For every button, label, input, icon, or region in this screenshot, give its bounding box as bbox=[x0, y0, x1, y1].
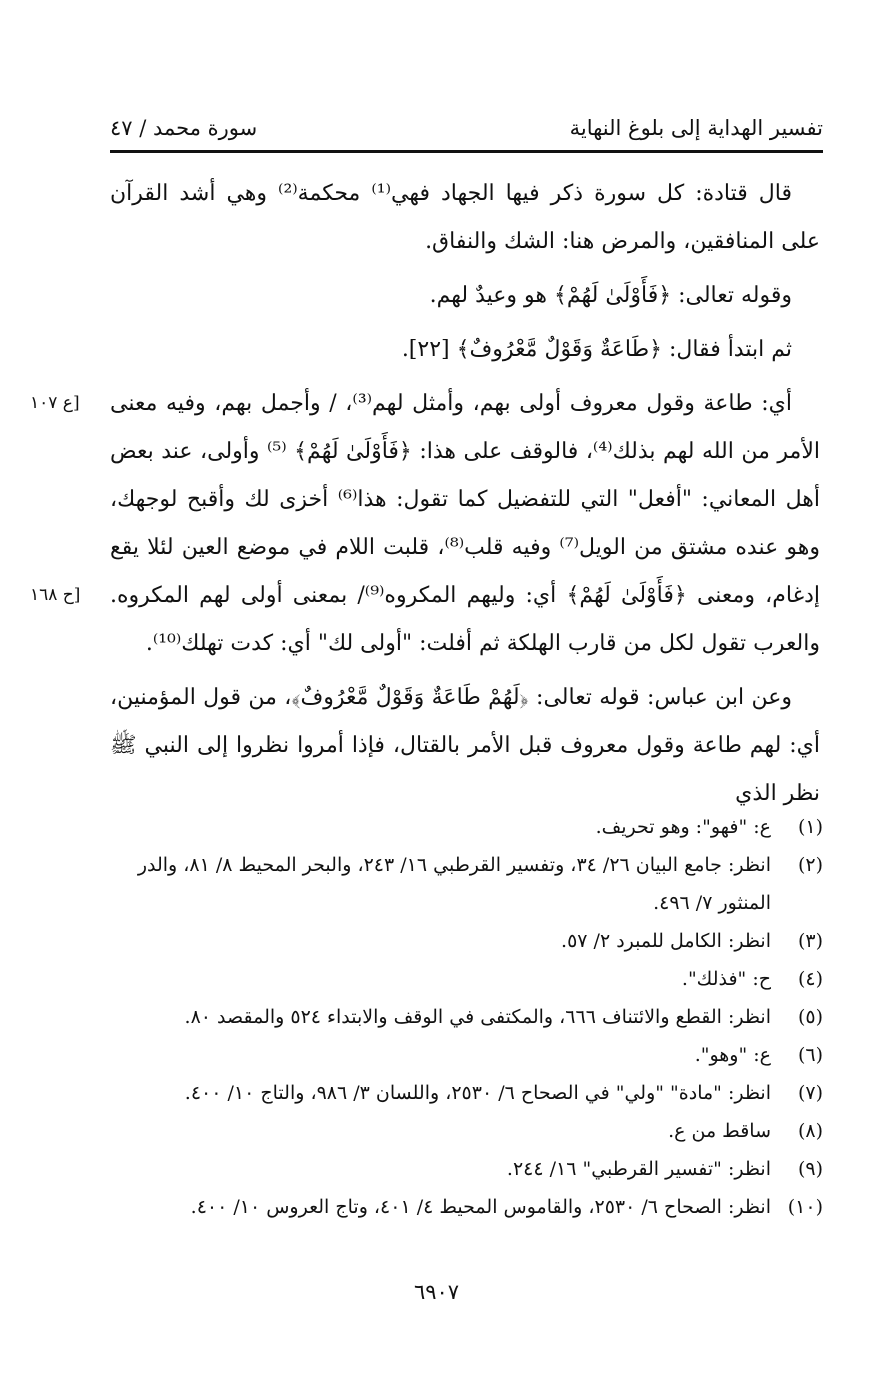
footnote-number: (١٠) bbox=[787, 1196, 823, 1218]
running-header bbox=[110, 110, 823, 150]
footnote-item bbox=[110, 1036, 823, 1074]
page-number: ٦٩٠٧ bbox=[413, 1280, 460, 1304]
footnote-number: (١) bbox=[797, 816, 823, 838]
footnotes bbox=[110, 808, 823, 1226]
main-text bbox=[110, 170, 820, 824]
paragraph-qatada: قال قتادة: كل سورة ذكر فيها الجهاد فهي⁽¹⁾ محكمة⁽²⁾ وهي أشد القرآن على المنافقين، والمرض هنا: الشك والنفاق. bbox=[110, 181, 820, 254]
footnote-item bbox=[110, 846, 823, 922]
footnote-number: (٣) bbox=[797, 930, 823, 952]
footnote-number: (٢) bbox=[797, 854, 823, 876]
footnote-text: ح: "فذلك". bbox=[681, 968, 771, 990]
footnote-item bbox=[110, 808, 823, 846]
footnote-number: (٨) bbox=[797, 1120, 823, 1142]
footnote-number: (٤) bbox=[797, 968, 823, 990]
footnote-number: (٩) bbox=[797, 1158, 823, 1180]
footnote-text: انظر: "مادة" "ولي" في الصحاح ٦/ ٢٥٣٠، واللسان ٣/ ٩٨٦، والتاج ١٠/ ٤٠٠. bbox=[184, 1082, 771, 1104]
footnote-item bbox=[110, 1188, 823, 1226]
paragraph-commentary: أي: طاعة وقول معروف أولى بهم، وأمثل لهم⁽³⁾، / وأجمل بهم، وفيه معنى الأمر من الله لهم بذلك⁽⁴⁾، فالوقف على هذا: ﴿فَأَوْلَىٰ لَهُمْ﴾ ⁽⁵⁾ وأولى، عند بعض أهل المعاني: "أفعل" التي للتفضيل كما تقول: هذا⁽⁶⁾ أخزى لك وأقبح لوجهك، وهو عنده مشتق من الويل⁽⁷⁾ وفيه قلب⁽⁸⁾، قلبت اللام في موضع العين لئلا يقع إدغام، ومعنى ﴿فَأَوْلَىٰ لَهُمْ﴾ أي: وليهم المكروه⁽⁹⁾/ بمعنى أولى لهم المكروه. والعرب تقول لكل من قارب الهلكة ثم أفلت: "أولى لك" أي: كدت تهلك⁽¹⁰⁾. bbox=[110, 391, 820, 656]
footnote-number: (٧) bbox=[797, 1082, 823, 1104]
margin-note-ayn: [ع ١٠٧ bbox=[30, 393, 80, 413]
footnote-item bbox=[110, 1074, 823, 1112]
footnote-item bbox=[110, 960, 823, 998]
paragraph-verse-2: ثم ابتدأ فقال: ﴿طَاعَةٌ وَقَوْلٌ مَّعْرُوفٌ﴾ [٢٢]. bbox=[401, 337, 792, 362]
book-title: تفسير الهداية إلى بلوغ النهاية bbox=[569, 116, 823, 140]
paragraph-ibn-abbas: وعن ابن عباس: قوله تعالى: ﴿لَهُمْ طَاعَةٌ وَقَوْلٌ مَّعْرُوفٌ﴾، من قول المؤمنين، أي: لهم طاعة وقول معروف قبل الأمر بالقتال، فإذا أمروا نظروا إلى النبي ﷺ نظر الذي bbox=[110, 685, 820, 806]
paragraph-verse-1: وقوله تعالى: ﴿فَأَوْلَىٰ لَهُمْ﴾ هو وعيدٌ لهم. bbox=[429, 283, 792, 308]
footnote-text: انظر: الصحاح ٦/ ٢٥٣٠، والقاموس المحيط ٤/ ٤٠١، وتاج العروس ١٠/ ٤٠٠. bbox=[190, 1196, 771, 1218]
footnote-item bbox=[110, 998, 823, 1036]
footnote-number: (٥) bbox=[797, 1006, 823, 1028]
footnote-text: انظر: جامع البيان ٢٦/ ٣٤، وتفسير القرطبي ١٦/ ٢٤٣، والبحر المحيط ٨/ ٨١، والدر المنثور ٧/ ٤٩٦. bbox=[137, 854, 771, 914]
footnote-text: ع: "وهو". bbox=[694, 1044, 771, 1066]
footnote-item bbox=[110, 922, 823, 960]
footnote-text: ع: "فهو": وهو تحريف. bbox=[595, 816, 771, 838]
surah-label: سورة محمد / ٤٧ bbox=[110, 116, 258, 140]
footnote-text: انظر: "تفسير القرطبي" ١٦/ ٢٤٤. bbox=[506, 1158, 771, 1180]
footnote-text: ساقط من ع. bbox=[668, 1120, 771, 1142]
header-rule bbox=[110, 150, 823, 153]
footnote-item bbox=[110, 1112, 823, 1150]
footnote-text: انظر: الكامل للمبرد ٢/ ٥٧. bbox=[561, 930, 771, 952]
footnote-number: (٦) bbox=[797, 1044, 823, 1066]
footnote-text: انظر: القطع والائتناف ٦٦٦، والمكتفى في الوقف والابتداء ٥٢٤ والمقصد ٨٠. bbox=[184, 1006, 771, 1028]
footnote-item bbox=[110, 1150, 823, 1188]
margin-note-ha: [ح ١٦٨ bbox=[30, 585, 81, 605]
